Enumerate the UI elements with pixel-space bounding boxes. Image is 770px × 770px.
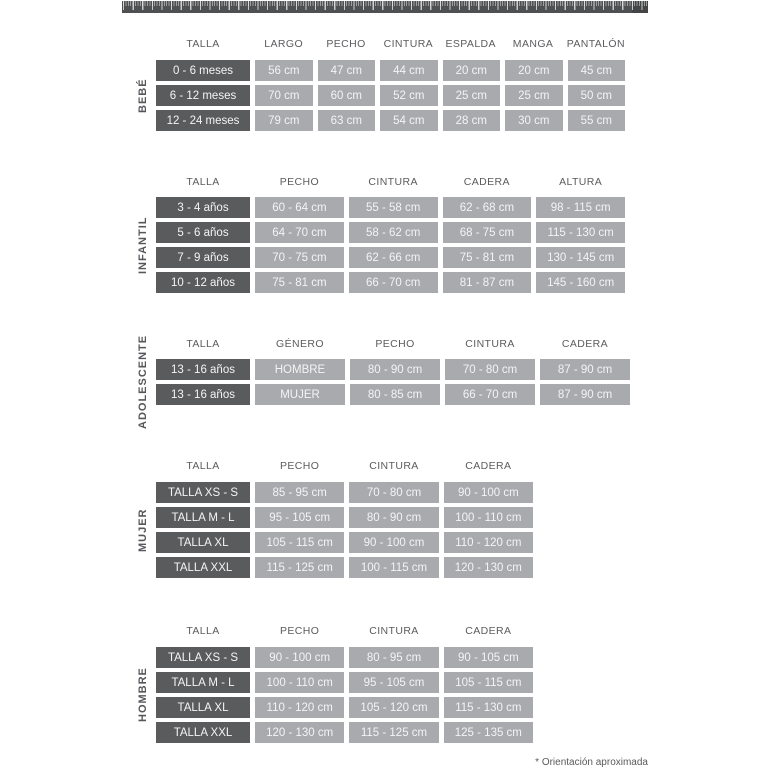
table-row xyxy=(156,272,625,293)
size-label-cell: TALLA XL xyxy=(156,532,250,553)
measurement-cell: 110 - 120 cm xyxy=(255,697,344,718)
measurement-cell: 81 - 87 cm xyxy=(443,272,532,293)
measurement-cell: 80 - 95 cm xyxy=(349,647,438,668)
measurement-cell: 55 - 58 cm xyxy=(349,197,438,218)
column-header: TALLA xyxy=(186,176,220,188)
measurement-cell: 56 cm xyxy=(255,60,313,81)
table-side-label: MUJER xyxy=(137,508,149,552)
measurement-cell: 62 - 66 cm xyxy=(349,247,438,268)
size-label-cell: TALLA XS - S xyxy=(156,647,250,668)
column-header: PECHO xyxy=(326,38,366,50)
table-body xyxy=(156,60,625,131)
column-header: CADERA xyxy=(463,176,510,188)
measurement-cell: 60 - 64 cm xyxy=(255,197,344,218)
measurement-cell: 50 cm xyxy=(568,85,626,106)
measurement-cell: 63 cm xyxy=(318,110,376,131)
size-label-cell: TALLA M - L xyxy=(156,507,250,528)
column-header: CINTURA xyxy=(369,625,419,637)
table-body xyxy=(156,197,625,293)
measurement-cell: 90 - 100 cm xyxy=(349,532,438,553)
measurement-cell: 115 - 125 cm xyxy=(349,722,438,743)
size-label-cell: 0 - 6 meses xyxy=(156,60,250,81)
measurement-cell: 58 - 62 cm xyxy=(349,222,438,243)
column-header: TALLA xyxy=(186,38,220,50)
size-label-cell: 13 - 16 años xyxy=(156,384,250,405)
measurement-cell: 105 - 115 cm xyxy=(444,672,533,693)
measurement-cell: 115 - 130 cm xyxy=(536,222,625,243)
table-header-row xyxy=(156,37,625,51)
measurement-cell: 130 - 145 cm xyxy=(536,247,625,268)
table-row xyxy=(156,247,625,268)
size-label-cell: 3 - 4 años xyxy=(156,197,250,218)
measurement-cell: 28 cm xyxy=(443,110,501,131)
table-row xyxy=(156,722,533,743)
measurement-cell: 45 cm xyxy=(568,60,626,81)
measurement-cell: 90 - 100 cm xyxy=(255,647,344,668)
measurement-cell: HOMBRE xyxy=(255,359,345,380)
column-header: CINTURA xyxy=(368,176,418,188)
column-header: ALTURA xyxy=(559,176,603,188)
column-header: TALLA xyxy=(186,338,220,350)
column-header: CINTURA xyxy=(465,338,515,350)
column-header: ESPALDA xyxy=(445,38,496,50)
measurement-cell: 80 - 90 cm xyxy=(350,359,440,380)
measurement-cell: 90 - 100 cm xyxy=(444,482,533,503)
measurement-cell: 79 cm xyxy=(255,110,313,131)
column-header: PECHO xyxy=(375,338,415,350)
column-header: MANGA xyxy=(512,38,554,50)
column-header: GÉNERO xyxy=(276,338,324,350)
column-header: LARGO xyxy=(264,38,304,50)
measurement-cell: 66 - 70 cm xyxy=(349,272,438,293)
table-side-label: BEBÉ xyxy=(137,78,149,113)
measurement-cell: 64 - 70 cm xyxy=(255,222,344,243)
table-header-row xyxy=(156,624,533,638)
table-row xyxy=(156,647,533,668)
column-header: TALLA xyxy=(186,460,220,472)
column-header: CADERA xyxy=(465,460,512,472)
table-row xyxy=(156,222,625,243)
table-row xyxy=(156,672,533,693)
table-row xyxy=(156,197,625,218)
measuring-tape-ruler xyxy=(122,1,648,13)
measurement-cell: 98 - 115 cm xyxy=(536,197,625,218)
measurement-cell: 80 - 90 cm xyxy=(349,507,438,528)
measurement-cell: 25 cm xyxy=(505,85,563,106)
size-label-cell: TALLA XL xyxy=(156,697,250,718)
measurement-cell: 54 cm xyxy=(380,110,438,131)
size-label-cell: TALLA M - L xyxy=(156,672,250,693)
measurement-cell: 55 cm xyxy=(568,110,626,131)
measurement-cell: 105 - 115 cm xyxy=(255,532,344,553)
measurement-cell: 75 - 81 cm xyxy=(255,272,344,293)
measurement-cell: 80 - 85 cm xyxy=(350,384,440,405)
table-row xyxy=(156,557,533,578)
size-label-cell: 10 - 12 años xyxy=(156,272,250,293)
measurement-cell: 47 cm xyxy=(318,60,376,81)
table-body xyxy=(156,482,533,578)
table-row xyxy=(156,507,533,528)
measurement-cell: 62 - 68 cm xyxy=(443,197,532,218)
size-label-cell: 7 - 9 años xyxy=(156,247,250,268)
measurement-cell: 115 - 125 cm xyxy=(255,557,344,578)
measurement-cell: 30 cm xyxy=(505,110,563,131)
measurement-cell: 66 - 70 cm xyxy=(445,384,535,405)
measurement-cell: 100 - 110 cm xyxy=(444,507,533,528)
column-header: CADERA xyxy=(561,338,609,350)
table-row xyxy=(156,85,625,106)
size-label-cell: TALLA XXL xyxy=(156,722,250,743)
measurement-cell: 95 - 105 cm xyxy=(255,507,344,528)
measurement-cell: 20 cm xyxy=(443,60,501,81)
measurement-cell: 105 - 120 cm xyxy=(349,697,438,718)
measurement-cell: 85 - 95 cm xyxy=(255,482,344,503)
table-side-label: HOMBRE xyxy=(137,667,149,723)
column-header: PANTALÓN xyxy=(566,38,625,50)
column-header: PECHO xyxy=(279,176,320,188)
measurement-cell: 95 - 105 cm xyxy=(349,672,438,693)
measurement-cell: MUJER xyxy=(255,384,345,405)
table-row xyxy=(156,60,625,81)
table-header-row xyxy=(156,459,533,473)
measurement-cell: 70 - 75 cm xyxy=(255,247,344,268)
measurement-cell: 44 cm xyxy=(380,60,438,81)
column-header: TALLA xyxy=(186,625,220,637)
measurement-cell: 70 cm xyxy=(255,85,313,106)
measurement-cell: 90 - 105 cm xyxy=(444,647,533,668)
measurement-cell: 110 - 120 cm xyxy=(444,532,533,553)
table-body xyxy=(156,359,630,405)
measurement-cell: 115 - 130 cm xyxy=(444,697,533,718)
table-row xyxy=(156,110,625,131)
column-header: CINTURA xyxy=(383,38,434,50)
measurement-cell: 70 - 80 cm xyxy=(349,482,438,503)
measurement-cell: 68 - 75 cm xyxy=(443,222,532,243)
table-body xyxy=(156,647,533,743)
measurement-cell: 145 - 160 cm xyxy=(536,272,625,293)
measurement-cell: 20 cm xyxy=(505,60,563,81)
size-label-cell: 6 - 12 meses xyxy=(156,85,250,106)
table-header-row xyxy=(156,175,625,189)
measurement-cell: 100 - 110 cm xyxy=(255,672,344,693)
column-header: PECHO xyxy=(279,625,320,637)
measurement-cell: 100 - 115 cm xyxy=(349,557,438,578)
size-label-cell: 13 - 16 años xyxy=(156,359,250,380)
table-header-row xyxy=(156,337,630,351)
table-side-label: ADOLESCENTE xyxy=(137,334,149,430)
measurement-cell: 60 cm xyxy=(318,85,376,106)
measurement-cell: 120 - 130 cm xyxy=(255,722,344,743)
column-header: CADERA xyxy=(465,625,512,637)
column-header: PECHO xyxy=(279,460,320,472)
measurement-cell: 120 - 130 cm xyxy=(444,557,533,578)
measurement-cell: 70 - 80 cm xyxy=(445,359,535,380)
measurement-cell: 87 - 90 cm xyxy=(540,359,630,380)
measurement-cell: 125 - 135 cm xyxy=(444,722,533,743)
size-label-cell: 5 - 6 años xyxy=(156,222,250,243)
table-row xyxy=(156,359,630,380)
size-label-cell: 12 - 24 meses xyxy=(156,110,250,131)
measurement-cell: 75 - 81 cm xyxy=(443,247,532,268)
column-header: CINTURA xyxy=(369,460,419,472)
size-label-cell: TALLA XXL xyxy=(156,557,250,578)
table-row xyxy=(156,482,533,503)
footnote: * Orientación aproximada xyxy=(535,757,648,768)
size-label-cell: TALLA XS - S xyxy=(156,482,250,503)
measurement-cell: 87 - 90 cm xyxy=(540,384,630,405)
table-row xyxy=(156,384,630,405)
measurement-cell: 25 cm xyxy=(443,85,501,106)
table-row xyxy=(156,697,533,718)
table-side-label: INFANTIL xyxy=(137,216,149,274)
measurement-cell: 52 cm xyxy=(380,85,438,106)
table-row xyxy=(156,532,533,553)
